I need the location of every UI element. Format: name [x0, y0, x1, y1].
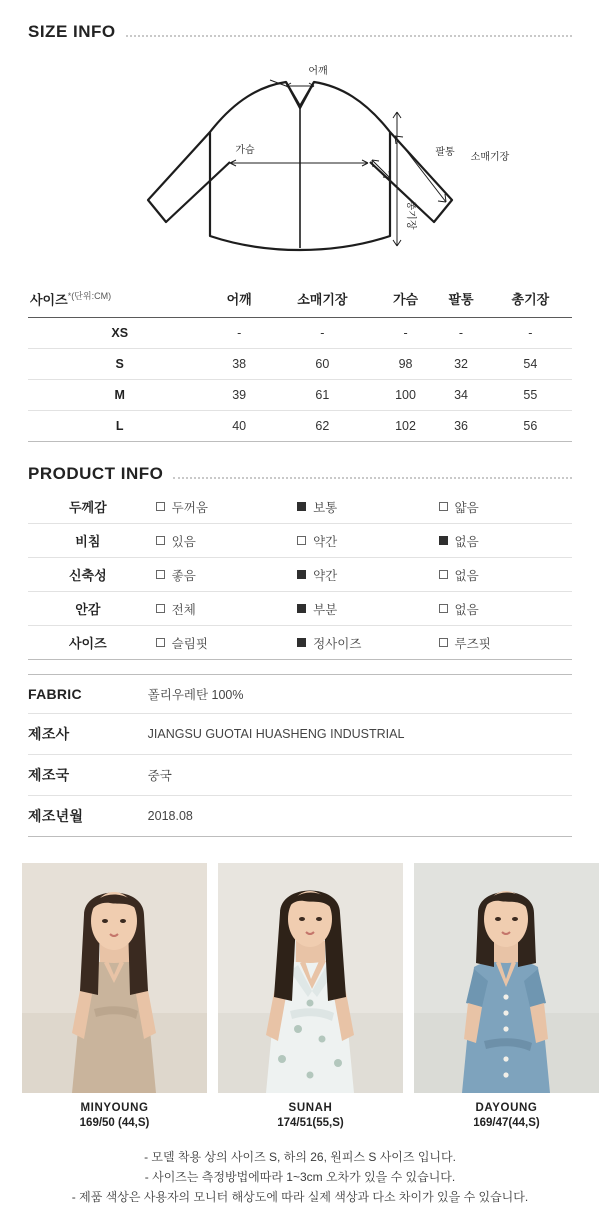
diagram-label-shoulder: 어깨	[308, 66, 328, 77]
size-info-title: SIZE INFO	[28, 22, 116, 41]
checkbox[interactable]	[297, 570, 306, 579]
fabric-info-table	[28, 674, 572, 837]
table-row	[28, 558, 572, 592]
checkbox[interactable]	[439, 570, 448, 579]
product-info-label: 안감	[75, 602, 101, 618]
checkbox[interactable]	[297, 638, 306, 647]
table-row	[28, 714, 572, 755]
size-table-body	[28, 318, 572, 442]
product-info-option[interactable]: 있음	[148, 524, 289, 558]
size-info-page	[0, 22, 600, 1225]
fabric-key: FABRIC	[28, 686, 82, 703]
size-cell: -	[378, 318, 433, 349]
model-name: SUNAH	[288, 1102, 333, 1115]
size-cell: 32	[433, 349, 488, 380]
table-row	[28, 626, 572, 660]
product-info-option[interactable]: 얇음	[431, 490, 572, 524]
model-photo-illustration	[218, 863, 403, 1093]
model-size: 169/50 (44,S)	[79, 1117, 150, 1130]
model-name: MINYOUNG	[80, 1102, 149, 1115]
size-table-col-size: 사이즈$^{*(단위:CM)}$	[28, 280, 211, 318]
size-row-label: L	[28, 411, 211, 442]
checkbox[interactable]	[156, 502, 165, 511]
model-card	[218, 863, 403, 1129]
size-row-label: S	[28, 349, 211, 380]
product-info-label: 신축성	[68, 568, 107, 584]
size-table-col-total-length: 총기장	[489, 280, 572, 318]
product-info-option[interactable]: 없음	[431, 524, 572, 558]
fabric-value: 폴리우레탄 100%	[147, 688, 244, 703]
note-line: - 사이즈는 측정방법에따라 1~3cm 오차가 있을 수 있습니다.	[144, 1170, 456, 1185]
table-row	[28, 524, 572, 558]
fabric-key: 제조사	[28, 726, 70, 743]
table-row	[28, 411, 572, 442]
fabric-value: JIANGSU GUOTAI HUASHENG INDUSTRIAL	[147, 727, 405, 742]
checkbox[interactable]	[439, 502, 448, 511]
size-cell: 98	[378, 349, 433, 380]
diagram-label-total-length: 총기장	[405, 200, 416, 230]
garment-diagram	[0, 50, 600, 270]
footer-notes	[0, 1147, 600, 1225]
size-cell: 102	[378, 411, 433, 442]
product-info-option[interactable]: 좋음	[148, 558, 289, 592]
table-row	[28, 796, 572, 837]
note-line: - 제품 색상은 사용자의 모니터 해상도에 따라 실제 색상과 다소 차이가 있을 수 있습니다.	[71, 1190, 529, 1205]
diagram-label-sleeve-length: 소매기장	[470, 152, 510, 163]
model-size: 174/51(55,S)	[277, 1117, 344, 1130]
product-info-option[interactable]: 두꺼움	[148, 490, 289, 524]
size-info-heading	[0, 22, 600, 42]
product-info-option[interactable]: 보통	[289, 490, 430, 524]
model-photo	[22, 863, 207, 1093]
size-cell: -	[267, 318, 378, 349]
model-photo-illustration	[22, 863, 207, 1093]
fabric-key: 제조년월	[28, 808, 84, 825]
model-gallery	[0, 863, 600, 1129]
size-cell: 62	[267, 411, 378, 442]
heading-dotted-rule	[126, 35, 572, 37]
model-card	[22, 863, 207, 1129]
checkbox[interactable]	[439, 638, 448, 647]
size-cell: 60	[267, 349, 378, 380]
checkbox[interactable]	[156, 638, 165, 647]
size-cell: 36	[433, 411, 488, 442]
model-photo-illustration	[414, 863, 599, 1093]
model-card	[414, 863, 599, 1129]
model-name: DAYOUNG	[475, 1102, 538, 1115]
size-table-col-sleeve-width: 팔통	[433, 280, 488, 318]
fabric-key: 제조국	[28, 767, 70, 784]
size-table-col-chest: 가슴	[378, 280, 433, 318]
size-table-header-row	[28, 280, 572, 318]
table-row	[28, 490, 572, 524]
product-info-title: PRODUCT INFO	[28, 464, 164, 484]
size-cell: 54	[489, 349, 572, 380]
table-row	[28, 592, 572, 626]
size-cell: 56	[489, 411, 572, 442]
fabric-value: 중국	[147, 769, 172, 784]
checkbox[interactable]	[156, 570, 165, 579]
note-line: - 모델 착용 상의 사이즈 S, 하의 26, 원피스 S 사이즈 입니다.	[144, 1150, 456, 1165]
heading-dotted-rule	[173, 477, 572, 479]
model-photo	[414, 863, 599, 1093]
product-info-option[interactable]: 정사이즈	[289, 626, 430, 660]
size-cell: 40	[211, 411, 266, 442]
checkbox[interactable]	[297, 604, 306, 613]
fabric-value: 2018.08	[147, 809, 193, 824]
size-cell: 61	[267, 380, 378, 411]
model-size: 169/47(44,S)	[473, 1117, 540, 1130]
product-info-option[interactable]: 부분	[289, 592, 430, 626]
product-info-option[interactable]: 약간	[289, 558, 430, 592]
table-row	[28, 675, 572, 714]
size-cell: -	[489, 318, 572, 349]
size-cell: 34	[433, 380, 488, 411]
product-info-label: 사이즈	[68, 636, 107, 652]
table-row	[28, 349, 572, 380]
garment-diagram-svg	[90, 50, 510, 265]
size-table	[28, 280, 572, 442]
size-cell: 38	[211, 349, 266, 380]
size-table-unit-note: *(단위:CM)	[67, 291, 112, 301]
size-table-block	[0, 280, 600, 442]
product-info-block	[0, 490, 600, 660]
size-cell: -	[433, 318, 488, 349]
product-info-option[interactable]: 루즈핏	[431, 626, 572, 660]
product-info-label: 두께감	[68, 500, 107, 516]
diagram-label-chest: 가슴	[235, 145, 255, 156]
size-table-head	[28, 280, 572, 318]
size-table-col-shoulder: 어깨	[211, 280, 266, 318]
product-info-option[interactable]: 전체	[148, 592, 289, 626]
checkbox[interactable]	[439, 536, 448, 545]
size-cell: 55	[489, 380, 572, 411]
size-cell: -	[211, 318, 266, 349]
product-info-option[interactable]: 없음	[431, 592, 572, 626]
model-photo	[218, 863, 403, 1093]
size-cell: 100	[378, 380, 433, 411]
checkbox[interactable]	[156, 604, 165, 613]
product-info-option[interactable]: 약간	[289, 524, 430, 558]
size-row-label: XS	[28, 318, 211, 349]
size-row-label: M	[28, 380, 211, 411]
size-cell: 39	[211, 380, 266, 411]
table-row	[28, 380, 572, 411]
checkbox[interactable]	[297, 502, 306, 511]
checkbox[interactable]	[439, 604, 448, 613]
checkbox[interactable]	[297, 536, 306, 545]
size-table-col-sleeve-length: 소매기장	[267, 280, 378, 318]
checkbox[interactable]	[156, 536, 165, 545]
table-row	[28, 755, 572, 796]
product-info-heading	[0, 464, 600, 484]
product-info-option[interactable]: 없음	[431, 558, 572, 592]
product-info-option[interactable]: 슬림핏	[148, 626, 289, 660]
product-info-label: 비침	[75, 534, 101, 550]
diagram-label-sleeve-width: 팔통	[435, 147, 455, 158]
product-info-table	[28, 490, 572, 660]
fabric-info-block	[0, 674, 600, 837]
table-row	[28, 318, 572, 349]
